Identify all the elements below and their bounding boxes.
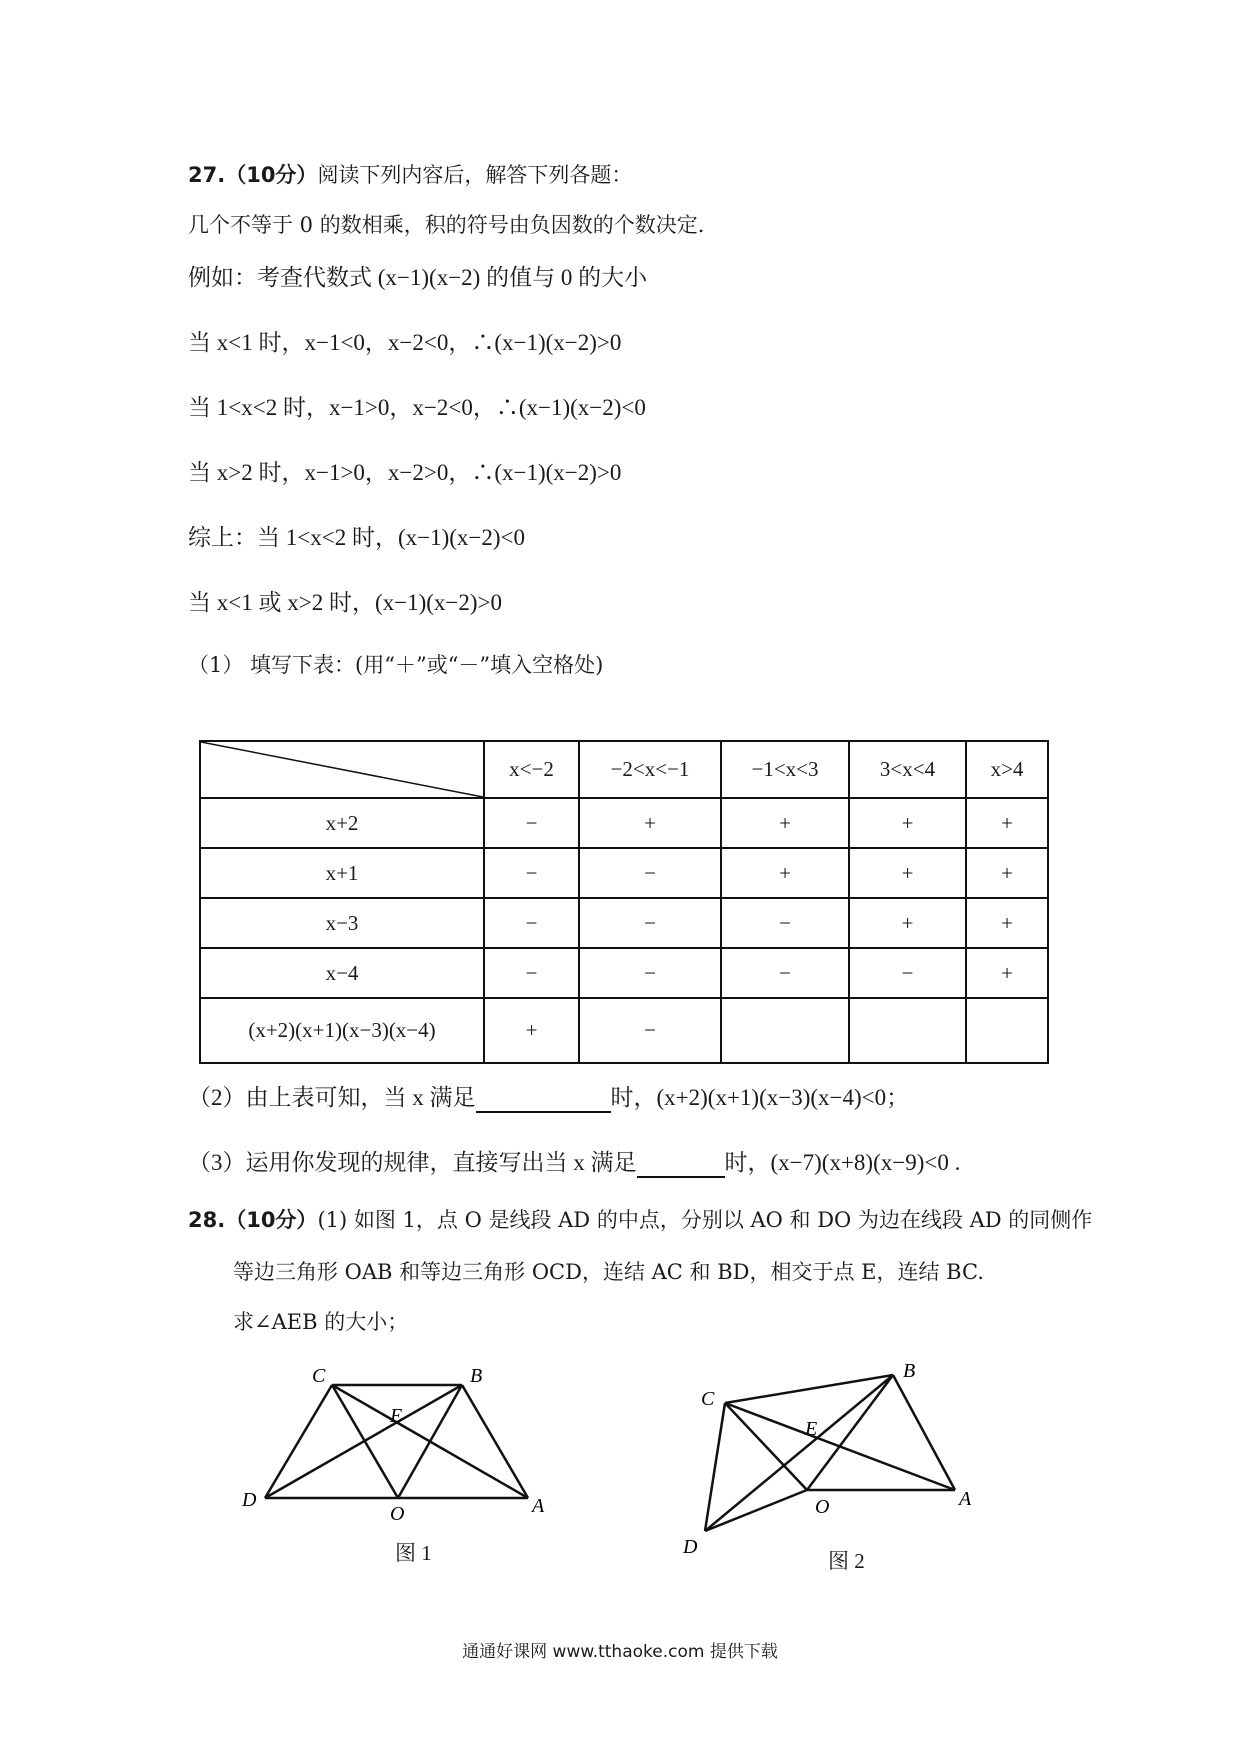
- column-header: x<−2: [484, 741, 579, 798]
- figure-2: [675, 1355, 990, 1555]
- sign-cell: −: [579, 948, 721, 998]
- sign-cell: +: [849, 898, 966, 948]
- sign-cell: +: [849, 798, 966, 848]
- table-row-product: [200, 998, 1048, 1063]
- q27-case2: 当 1<x<2 时，x−1>0，x−2<0，∴(x−1)(x−2)<0: [188, 395, 646, 420]
- sign-cell: +: [966, 948, 1048, 998]
- q27-part1: （1） 填写下表：(用“＋”或“－”填入空格处): [188, 653, 604, 677]
- sign-cell: +: [849, 848, 966, 898]
- row-label: x+2: [200, 798, 484, 848]
- label-o: O: [815, 1496, 830, 1518]
- q27-part2-tail: 时，(x+2)(x+1)(x−3)(x−4)<0；: [610, 1085, 910, 1110]
- q27-rule: 几个不等于 0 的数相乘，积的符号由负因数的个数决定.: [188, 213, 705, 237]
- sign-table: [199, 740, 1049, 1064]
- row-label: (x+2)(x+1)(x−3)(x−4): [200, 998, 484, 1063]
- q27-heading-line: [188, 160, 632, 190]
- sign-cell: −: [484, 898, 579, 948]
- column-header: −2<x<−1: [579, 741, 721, 798]
- sign-cell: +: [484, 998, 579, 1063]
- q28-line2: 等边三角形 OAB 和等边三角形 OCD，连结 AC 和 BD，相交于点 E，连结 BC.: [233, 1260, 984, 1284]
- q27-part3: [188, 1148, 960, 1178]
- sign-cell: +: [966, 848, 1048, 898]
- diagonal-header-cell: [200, 741, 484, 798]
- label-o: O: [390, 1503, 405, 1520]
- sign-cell: +: [721, 798, 849, 848]
- q27-example: 例如：考查代数式 (x−1)(x−2) 的值与 0 的大小: [188, 265, 648, 290]
- q27-case3: 当 x>2 时，x−1>0，x−2>0，∴(x−1)(x−2)>0: [188, 460, 622, 485]
- sign-cell-blank[interactable]: [721, 998, 849, 1063]
- sign-cell: −: [484, 848, 579, 898]
- sign-cell: −: [721, 948, 849, 998]
- row-label: x−4: [200, 948, 484, 998]
- sign-cell: −: [579, 848, 721, 898]
- label-a: A: [959, 1488, 972, 1510]
- column-header: 3<x<4: [849, 741, 966, 798]
- label-d: D: [683, 1536, 698, 1555]
- table-row: [200, 798, 1048, 848]
- label-c: C: [312, 1365, 326, 1387]
- q27-summary1: 综上：当 1<x<2 时，(x−1)(x−2)<0: [188, 525, 525, 550]
- sign-cell: −: [484, 798, 579, 848]
- figure-2-caption: 图 2: [828, 1549, 865, 1573]
- label-d: D: [242, 1489, 257, 1511]
- sign-cell: −: [849, 948, 966, 998]
- sign-cell: +: [721, 848, 849, 898]
- column-header: −1<x<3: [721, 741, 849, 798]
- label-c: C: [701, 1388, 715, 1410]
- sign-cell: +: [579, 798, 721, 848]
- table-row: [200, 898, 1048, 948]
- q27-part2-lead: （2）由上表可知，当 x 满足: [188, 1085, 476, 1110]
- sign-cell-blank[interactable]: [966, 998, 1048, 1063]
- sign-cell: −: [579, 998, 721, 1063]
- column-header: x>4: [966, 741, 1048, 798]
- sign-cell: −: [484, 948, 579, 998]
- table-header-row: [200, 741, 1048, 798]
- q28-line3: 求∠AEB 的大小；: [233, 1310, 409, 1334]
- diagonal-line: [201, 742, 483, 797]
- sign-cell: +: [966, 798, 1048, 848]
- row-label: x+1: [200, 848, 484, 898]
- sign-cell-blank[interactable]: [849, 998, 966, 1063]
- sign-cell: −: [579, 898, 721, 948]
- table-row: [200, 848, 1048, 898]
- label-a: A: [532, 1495, 545, 1517]
- answer-blank[interactable]: [476, 1089, 611, 1113]
- q27-part3-lead: （3）运用你发现的规律，直接写出当 x 满足: [188, 1150, 637, 1175]
- q27-summary2: 当 x<1 或 x>2 时，(x−1)(x−2)>0: [188, 590, 502, 615]
- q27-part3-tail: 时，(x−7)(x+8)(x−9)<0 .: [724, 1150, 961, 1175]
- q28-number: 28.（10分）: [188, 1208, 318, 1232]
- q27-case1: 当 x<1 时，x−1<0，x−2<0，∴(x−1)(x−2)>0: [188, 330, 622, 355]
- q28-line1: (1) 如图 1，点 O 是线段 AD 的中点，分别以 AO 和 DO 为边在线段 AD 的同侧作: [317, 1208, 1093, 1232]
- row-label: x−3: [200, 898, 484, 948]
- label-e: E: [390, 1405, 403, 1427]
- sign-cell: −: [721, 898, 849, 948]
- sign-cell: +: [966, 898, 1048, 948]
- page-footer: 通通好课网 www.tthaoke.com 提供下载: [462, 1642, 778, 1662]
- q27-intro: 阅读下列内容后，解答下列各题：: [317, 163, 633, 187]
- figure-1: [230, 1360, 560, 1520]
- answer-blank[interactable]: [637, 1154, 725, 1178]
- label-e: E: [805, 1418, 818, 1440]
- q27-number: 27.（10分）: [188, 163, 318, 187]
- table-row: [200, 948, 1048, 998]
- label-b: B: [470, 1365, 483, 1387]
- q28-heading-line: [188, 1205, 1092, 1235]
- q27-part2: [188, 1083, 909, 1113]
- label-b: B: [903, 1360, 916, 1382]
- figure-1-caption: 图 1: [395, 1541, 432, 1565]
